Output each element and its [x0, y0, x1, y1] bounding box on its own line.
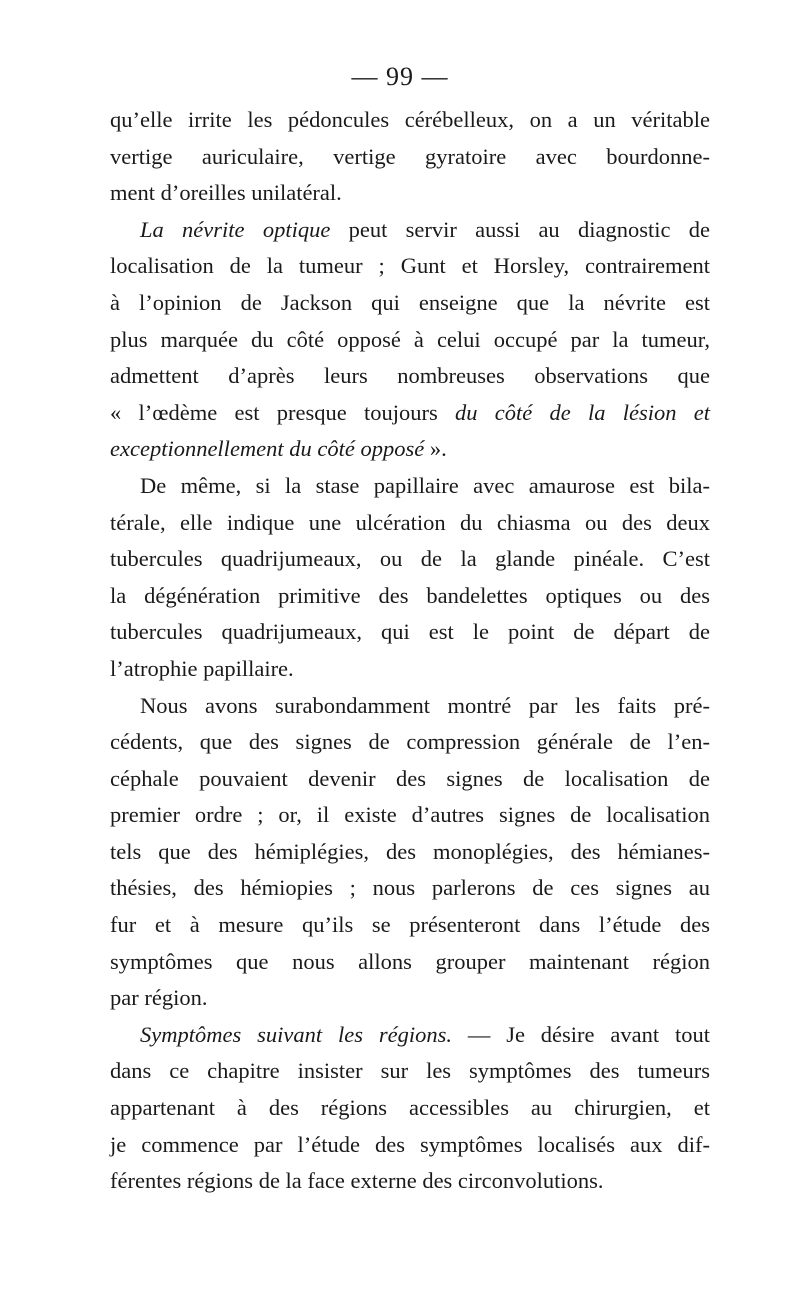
text-line [110, 980, 710, 1017]
paragraph [110, 102, 710, 212]
text-segment: à l’opinion de Jackson qui enseigne que la névrite est [110, 289, 710, 315]
text-line [110, 541, 710, 578]
paragraph [110, 212, 710, 468]
italic-text: Symptômes suivant les régions. [140, 1021, 452, 1047]
text-line [110, 431, 710, 468]
text-segment: cédents, que des signes de compression générale de l’en- [110, 729, 710, 755]
text-segment: l’atrophie papillaire. [110, 655, 294, 681]
text-segment: appartenant à des régions accessibles au chirurgien, et [110, 1095, 710, 1121]
text-segment: symptômes que nous allons grouper maintenant région [110, 948, 710, 974]
text-segment: tubercules quadrijumeaux, ou de la glande pinéale. C’est [110, 546, 710, 572]
italic-text: exceptionnellement du côté opposé [110, 436, 425, 462]
text-segment: térale, elle indique une ulcération du chiasma ou des deux [110, 509, 710, 535]
paragraph [110, 688, 710, 1017]
text-line [110, 1090, 710, 1127]
text-line [110, 870, 710, 907]
text-segment: je commence par l’étude des symptômes localisés aux dif- [110, 1131, 710, 1157]
text-line [110, 797, 710, 834]
text-line [110, 761, 710, 798]
text-segment: qu’elle irrite les pédoncules cérébelleux, on a un véritable [110, 107, 710, 132]
text-line [110, 724, 710, 761]
text-segment: — Je désire avant tout [451, 1021, 710, 1047]
text-line [110, 175, 710, 212]
text-segment: plus marquée du côté opposé à celui occupé par la tumeur, [110, 326, 710, 352]
text-line [110, 944, 710, 981]
text-line [110, 248, 710, 285]
text-segment: dans ce chapitre insister sur les symptômes des tumeurs [110, 1058, 710, 1084]
text-segment: tels que des hémiplégies, des monoplégies, des hémianes- [110, 838, 710, 864]
text-line [110, 1163, 710, 1200]
text-line [110, 1053, 710, 1090]
text-segment: premier ordre ; or, il existe d’autres signes de localisation [110, 802, 710, 828]
text-segment: fur et à mesure qu’ils se présenteront dans l’étude des [110, 912, 710, 938]
text-segment: par région. [110, 985, 208, 1011]
text-line [110, 139, 710, 176]
paragraph [110, 468, 710, 688]
text-segment: « l’œdème est presque toujours [110, 399, 455, 425]
text-line [110, 614, 710, 651]
text-line [110, 212, 710, 249]
text-segment: admettent d’après leurs nombreuses observations que [110, 363, 710, 389]
text-line [110, 358, 710, 395]
text-line [110, 322, 710, 359]
text-line [110, 1127, 710, 1164]
text-segment: De même, si la stase papillaire avec amaurose est bila- [140, 472, 710, 498]
text-segment: ment d’oreilles unilatéral. [110, 180, 342, 206]
text-line [110, 468, 710, 505]
text-line [110, 102, 710, 139]
text-line [110, 1017, 710, 1054]
text-line [110, 285, 710, 322]
text-line [110, 688, 710, 725]
text-segment: peut servir aussi au diagnostic de [330, 216, 710, 242]
italic-text: La névrite optique [140, 216, 331, 242]
text-line [110, 395, 710, 432]
text-segment: thésies, des hémiopies ; nous parlerons de ces signes au [110, 875, 710, 901]
text-segment: la dégénération primitive des bandelettes optiques ou des [110, 582, 710, 608]
text-segment: férentes régions de la face externe des circonvolutions. [110, 1168, 604, 1194]
page-number: — 99 — [351, 62, 449, 91]
text-line [110, 907, 710, 944]
text-segment: tubercules quadrijumeaux, qui est le point de départ de [110, 619, 710, 645]
text-segment: localisation de la tumeur ; Gunt et Horsley, contrairement [110, 253, 710, 279]
text-segment: vertige auriculaire, vertige gyratoire avec bourdonne- [110, 143, 710, 169]
text-segment: ». [424, 436, 447, 462]
text-line [110, 578, 710, 615]
body-text [110, 102, 710, 1200]
text-line [110, 505, 710, 542]
text-line [110, 651, 710, 688]
text-line [110, 834, 710, 871]
text-segment: céphale pouvaient devenir des signes de localisation de [110, 765, 710, 791]
paragraph [110, 1017, 710, 1200]
text-segment: Nous avons surabondamment montré par les faits pré- [140, 692, 710, 718]
italic-text: du côté de la lésion et [455, 399, 710, 425]
